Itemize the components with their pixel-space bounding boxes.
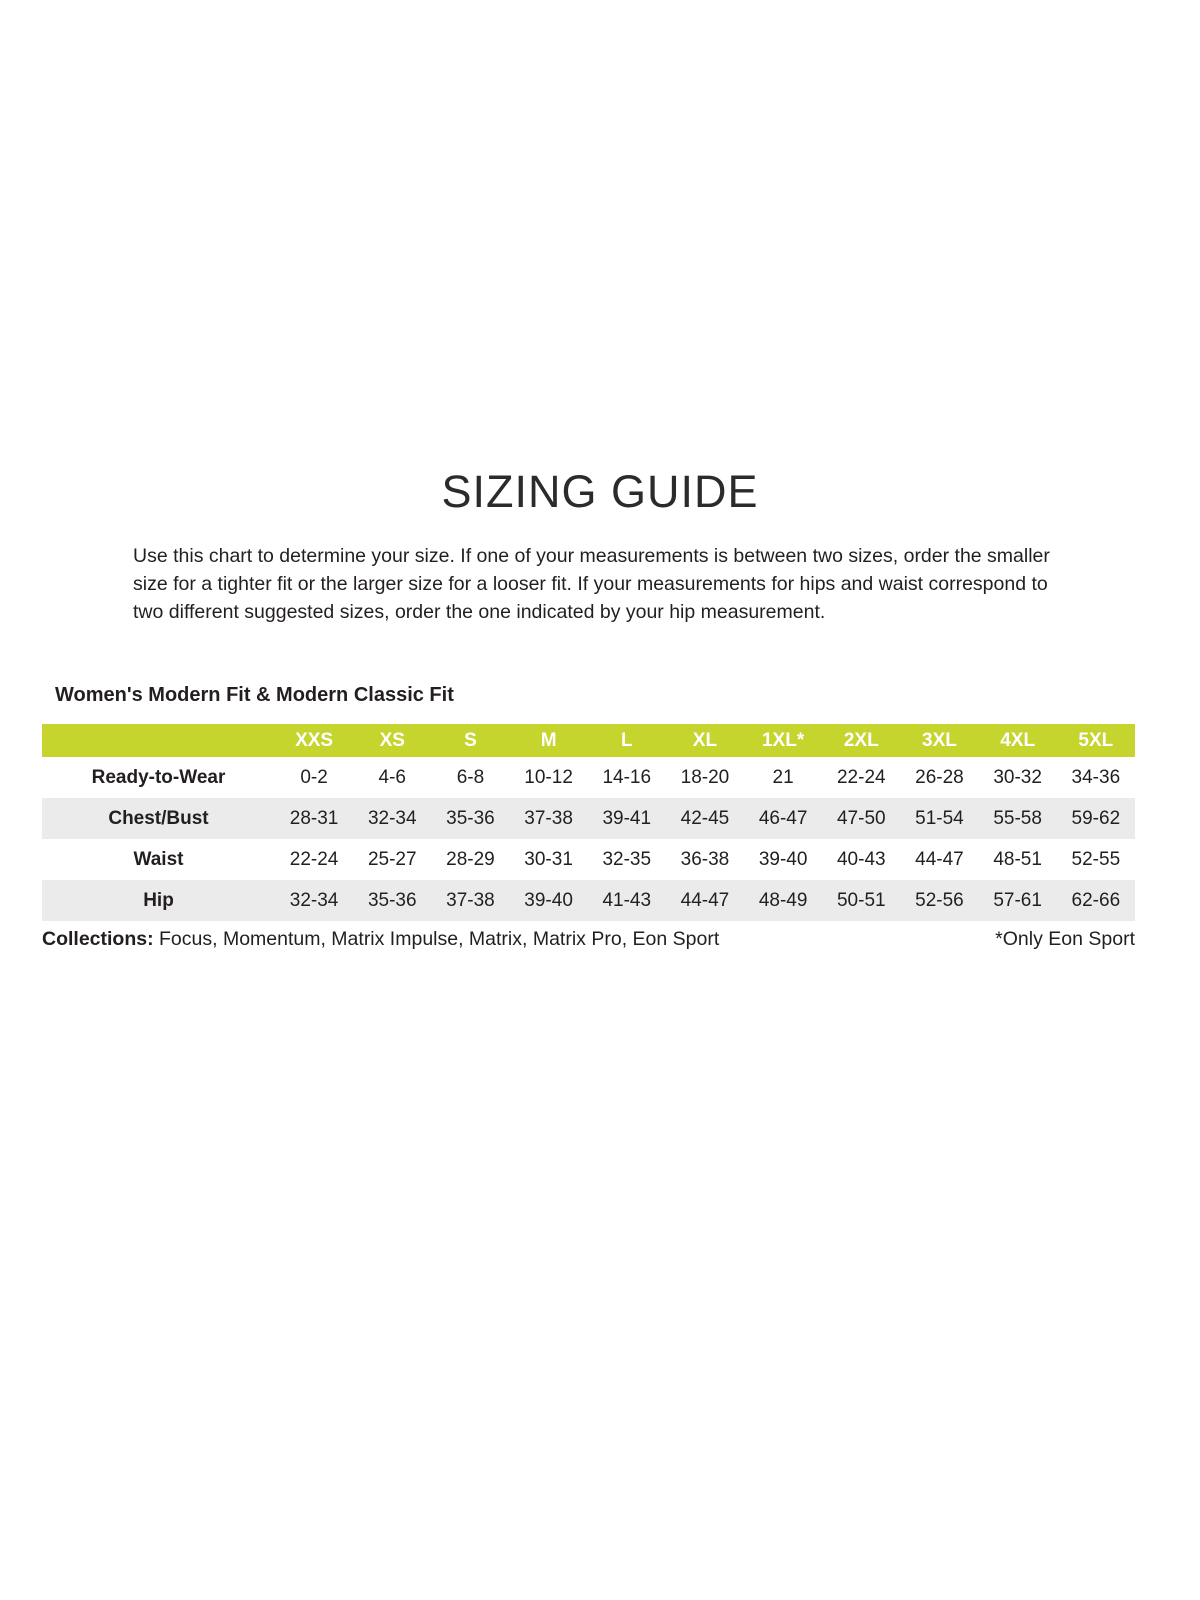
size-cell: 34-36	[1071, 766, 1121, 788]
size-column-header: S	[464, 729, 477, 751]
size-cell: 44-47	[915, 848, 964, 870]
size-table-header-row	[42, 724, 1135, 757]
size-cell: 52-56	[915, 889, 964, 911]
size-cell: 28-29	[446, 848, 495, 870]
size-cell: 59-62	[1071, 807, 1121, 829]
row-label: Chest/Bust	[108, 807, 209, 829]
size-cell: 40-43	[836, 848, 886, 870]
size-cell: 35-36	[446, 807, 495, 829]
size-cell: 41-43	[602, 889, 652, 911]
size-column-header: L	[620, 729, 633, 751]
size-cell: 21	[772, 766, 794, 788]
size-column-header: XL	[692, 729, 718, 751]
size-column-header: M	[540, 729, 557, 751]
table-row	[42, 839, 1135, 880]
size-cell: 35-36	[367, 889, 417, 911]
size-column-header: XS	[379, 729, 405, 751]
size-cell: 48-51	[993, 848, 1042, 870]
size-cell: 55-58	[993, 807, 1042, 829]
size-cell: 25-27	[367, 848, 417, 870]
size-cell: 30-32	[993, 766, 1042, 788]
size-cell: 48-49	[758, 889, 808, 911]
size-cell: 57-61	[993, 889, 1042, 911]
size-cell: 37-38	[524, 807, 573, 829]
section-heading: Women's Modern Fit & Modern Classic Fit	[55, 684, 454, 706]
size-cell: 51-54	[915, 807, 964, 829]
size-cell: 32-35	[602, 848, 652, 870]
row-label: Waist	[133, 848, 184, 870]
size-table	[42, 724, 1135, 921]
collections-label: Collections:	[42, 928, 154, 950]
size-cell: 0-2	[300, 766, 328, 788]
size-cell: 4-6	[378, 766, 406, 788]
size-cell: 22-24	[836, 766, 886, 788]
size-cell: 44-47	[680, 889, 730, 911]
size-cell: 10-12	[524, 766, 573, 788]
size-cell: 30-31	[524, 848, 573, 870]
size-cell: 6-8	[456, 766, 485, 788]
table-row	[42, 880, 1135, 921]
size-cell: 32-34	[289, 889, 339, 911]
collections-list: Focus, Momentum, Matrix Impulse, Matrix, Matrix Pro, Eon Sport	[153, 928, 720, 950]
size-column-header: 2XL	[843, 729, 879, 751]
corner-cell	[42, 724, 275, 757]
collections-row	[42, 928, 1135, 951]
size-cell: 26-28	[915, 766, 964, 788]
table-row	[42, 798, 1135, 839]
size-column-header: 3XL	[922, 729, 957, 751]
size-cell: 52-55	[1071, 848, 1121, 870]
footnote: *Only Eon Sport	[995, 928, 1135, 950]
size-cell: 18-20	[680, 766, 730, 788]
size-cell: 37-38	[446, 889, 495, 911]
size-column-header: 4XL	[1000, 729, 1036, 751]
size-cell: 36-38	[680, 848, 730, 870]
size-cell: 22-24	[289, 848, 339, 870]
size-column-header: XXS	[295, 729, 334, 751]
size-cell: 50-51	[836, 889, 886, 911]
size-cell: 14-16	[602, 766, 652, 788]
intro-paragraph: Use this chart to determine your size. If one of your measurements is between two sizes, order the smaller size for a tighter fit or the larger size for a looser fit. If your measurements for hips and waist correspond to two different suggested sizes, order the one indicated by your hip measurement.	[133, 545, 1050, 623]
collections-note	[42, 928, 719, 951]
size-cell: 47-50	[836, 807, 886, 829]
size-cell: 62-66	[1071, 889, 1121, 911]
table-row	[42, 757, 1135, 798]
row-label: Hip	[143, 889, 174, 911]
size-column-header: 1XL*	[761, 729, 805, 751]
size-cell: 28-31	[289, 807, 339, 829]
size-cell: 39-40	[524, 889, 573, 911]
size-cell: 32-34	[367, 807, 417, 829]
size-cell: 39-41	[602, 807, 652, 829]
size-cell: 46-47	[758, 807, 808, 829]
size-cell: 42-45	[680, 807, 730, 829]
page-title: SIZING GUIDE	[441, 466, 759, 517]
size-column-header: 5XL	[1078, 729, 1114, 751]
row-label: Ready-to-Wear	[91, 766, 226, 788]
size-cell: 39-40	[758, 848, 808, 870]
